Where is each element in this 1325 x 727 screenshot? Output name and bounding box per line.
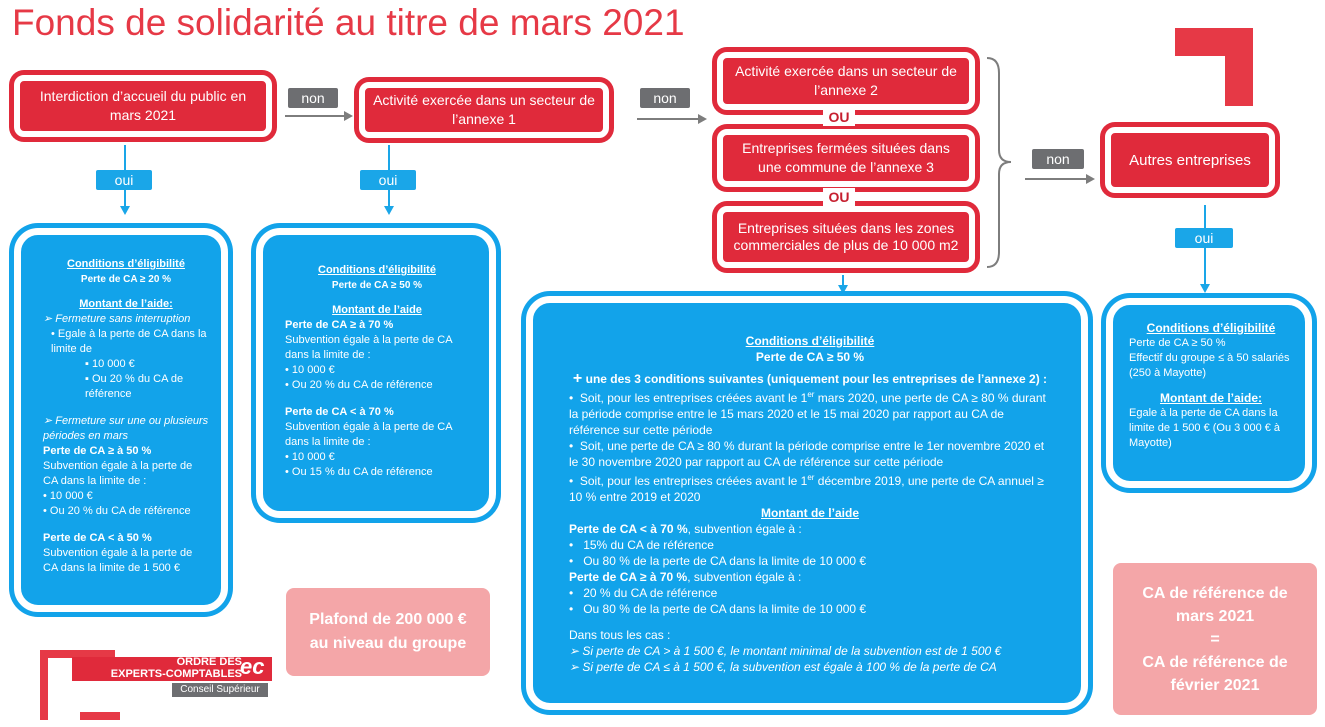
panel-annexe2 — [526, 296, 1088, 710]
brace-right — [985, 55, 1015, 270]
p1-v2: ▪ Ou 20 % du CA de référence — [85, 373, 184, 400]
arrowhead-non-3 — [1086, 174, 1095, 184]
box-interdiction: Interdiction d’accueil du public en mars 2021 — [14, 75, 272, 137]
p1-perte-lt: Perte de CA < à 50 % — [43, 532, 152, 544]
box-annexe2: Activité exercée dans un secteur de l’annexe 2 — [717, 52, 975, 110]
p2-cond-title: Conditions d’éligibilité — [318, 264, 436, 276]
p1-chevron-icon-1: ➢ — [43, 313, 56, 325]
arrowhead-oui-4 — [1200, 284, 1210, 293]
p3-t1: ➢ Si perte de CA > à 1 500 €, le montant minimal de la subvention est de 1 500 € — [569, 644, 1002, 658]
ref-line3: CA de référence de — [1142, 653, 1288, 671]
p1-cond-title: Conditions d’éligibilité — [67, 258, 185, 270]
arrowhead-non-1 — [344, 111, 353, 121]
p3-b3: • Soit, pour les entreprises créées avant le 1er décembre 2019, une perte de CA annuel ≥ 10 % entre 2019 et 2020 — [569, 473, 1044, 504]
plafond-box — [286, 588, 490, 676]
box-autres: Autres entreprises — [1105, 127, 1275, 193]
logo-line1: ORDRE DES — [176, 656, 242, 668]
ref-line4: février 2021 — [1170, 676, 1260, 694]
p1-v1: ▪ 10 000 € — [85, 358, 135, 370]
corner-decoration-cut — [1175, 56, 1225, 112]
p3-t2: ➢ Si perte de CA ≤ à 1 500 €, la subvention est égale à 100 % de la perte de CA — [569, 660, 997, 674]
p1-v3: • 10 000 € — [43, 490, 93, 502]
p1-perte-ge: Perte de CA ≥ à 50 % — [43, 445, 152, 457]
p2-v1: • 10 000 € — [285, 364, 335, 376]
ref-line2: mars 2021 — [1175, 607, 1255, 625]
p2-subv2: Subvention égale à la perte de CA dans la limite de : — [285, 421, 452, 448]
plafond-line2: au niveau du groupe — [309, 635, 467, 652]
p4-montant-title: Montant de l’aide: — [1160, 391, 1262, 405]
arrowhead-oui-1 — [120, 206, 130, 215]
p2-v3: • 10 000 € — [285, 451, 335, 463]
p3-cond-title: Conditions d’éligibilité — [745, 334, 875, 348]
panel-annexe1 — [256, 228, 496, 518]
p2-perte-ge: Perte de CA ≥ à 70 % — [285, 319, 394, 331]
box-zones: Entreprises situées dans les zones commerciales de plus de 10 000 m2 — [717, 206, 975, 268]
p1-cond-value: Perte de CA ≥ 20 % — [80, 274, 172, 285]
box-annexe1: Activité exercée dans un secteur de l’annexe 1 — [359, 82, 609, 138]
p3-lt70: Perte de CA < à 70 %, subvention égale à : — [569, 522, 802, 536]
arrowhead-oui-2 — [384, 206, 394, 215]
oui-label-4: oui — [1175, 228, 1233, 248]
p3-tous: Dans tous les cas : — [569, 628, 671, 642]
arrow-non-3 — [1025, 178, 1087, 180]
p4-cond-title: Conditions d’éligibilité — [1146, 321, 1276, 335]
p1-chevron-icon-2: ➢ — [43, 415, 56, 427]
p2-cond-value: Perte de CA ≥ 50 % — [331, 280, 423, 291]
p3-plus: + une des 3 conditions suivantes (uniquement pour les entreprises de l’annexe 2) : — [572, 370, 1048, 387]
ref-line1: CA de référence de — [1142, 584, 1288, 602]
non-label-3: non — [1032, 149, 1084, 169]
reference-box — [1113, 563, 1317, 715]
p3-b2: • Soit, une perte de CA ≥ 80 % durant la période comprise entre le 1er novembre 2020 et le 30 novembre 2020 par rapport au CA de référence sur cette période — [569, 439, 1045, 469]
p3-m3: • 20 % du CA de référence — [569, 586, 718, 600]
plus-icon: + — [572, 370, 583, 387]
non-label-1: non — [288, 88, 338, 108]
panel-interdiction — [14, 228, 228, 612]
p4-c1: Perte de CA ≥ 50 % — [1129, 337, 1226, 349]
p1-montant-title: Montant de l’aide: — [79, 298, 173, 310]
p3-b1: • Soit, pour les entreprises créées avant le 1er mars 2020, une perte de CA ≥ 80 % durant la période comprise entre le 15 mars 2020 et le 15 mai 2020 par rapport au CA de référence sur cette période — [569, 390, 1046, 437]
p1-subv: Subvention égale à la perte de CA dans la limite de : — [43, 460, 193, 487]
ref-eq: = — [1210, 630, 1220, 648]
oui-label-1: oui — [96, 170, 152, 190]
p1-fermeture1: ➢ Fermeture sans interruption — [43, 313, 191, 325]
p1-subv2: Subvention égale à la perte de CA dans la limite de 1 500 € — [43, 547, 193, 574]
logo-ec-mark: ec — [240, 654, 265, 679]
p3-montant-title: Montant de l’aide — [760, 506, 859, 520]
p3-m4: • Ou 80 % de la perte de CA dans la limite de 10 000 € — [569, 602, 867, 616]
p2-subv: Subvention égale à la perte de CA dans la limite de : — [285, 334, 452, 361]
logo-frame-bottom — [80, 712, 120, 720]
p1-egale: • Egale à la perte de CA dans la limite de — [51, 328, 207, 355]
logo-line3: Conseil Supérieur — [172, 683, 268, 697]
panel-autres — [1106, 298, 1312, 488]
p3-cond-value: Perte de CA ≥ 50 % — [755, 350, 865, 364]
p2-montant-title: Montant de l’aide — [332, 304, 422, 316]
logo-frame-left — [40, 650, 48, 720]
arrow-non-2 — [637, 118, 699, 120]
arrowhead-oui-3 — [838, 285, 848, 294]
non-label-2: non — [640, 88, 690, 108]
p4-c2: Effectif du groupe ≤ à 50 salariés (250 à Mayotte) — [1129, 352, 1290, 379]
p2-v2: • Ou 20 % du CA de référence — [285, 379, 433, 391]
page-title: Fonds de solidarité au titre de mars 2021 — [12, 2, 685, 43]
p3-ge70: Perte de CA ≥ à 70 %, subvention égale à : — [569, 570, 802, 584]
p2-v4: • Ou 15 % du CA de référence — [285, 466, 433, 478]
p3-m2: • Ou 80 % de la perte de CA dans la limite de 10 000 € — [569, 554, 867, 568]
box-annexe3: Entreprises fermées situées dans une commune de l’annexe 3 — [717, 129, 975, 187]
p2-perte-lt: Perte de CA < à 70 % — [285, 406, 394, 418]
ou-label-1: OU — [823, 108, 855, 126]
arrowhead-non-2 — [698, 114, 707, 124]
logo-line2: EXPERTS-COMPTABLES — [110, 668, 242, 680]
oui-label-2: oui — [360, 170, 416, 190]
p3-m1: • 15% du CA de référence — [569, 538, 714, 552]
logo-oec — [72, 653, 272, 695]
p4-m1: Egale à la perte de CA dans la limite de 1 500 € (Ou 3 000 € à Mayotte) — [1129, 407, 1281, 449]
p1-v4: • Ou 20 % du CA de référence — [43, 505, 191, 517]
p3-chevron-icon-2: ➢ — [569, 660, 583, 674]
p3-chevron-icon-1: ➢ — [569, 644, 583, 658]
ou-label-2: OU — [823, 188, 855, 206]
plafond-line1: Plafond de 200 000 € — [309, 611, 467, 628]
arrow-non-1 — [285, 115, 345, 117]
p1-fermeture2: ➢ Fermeture sur une ou plusieurs périodes en mars — [43, 415, 209, 442]
